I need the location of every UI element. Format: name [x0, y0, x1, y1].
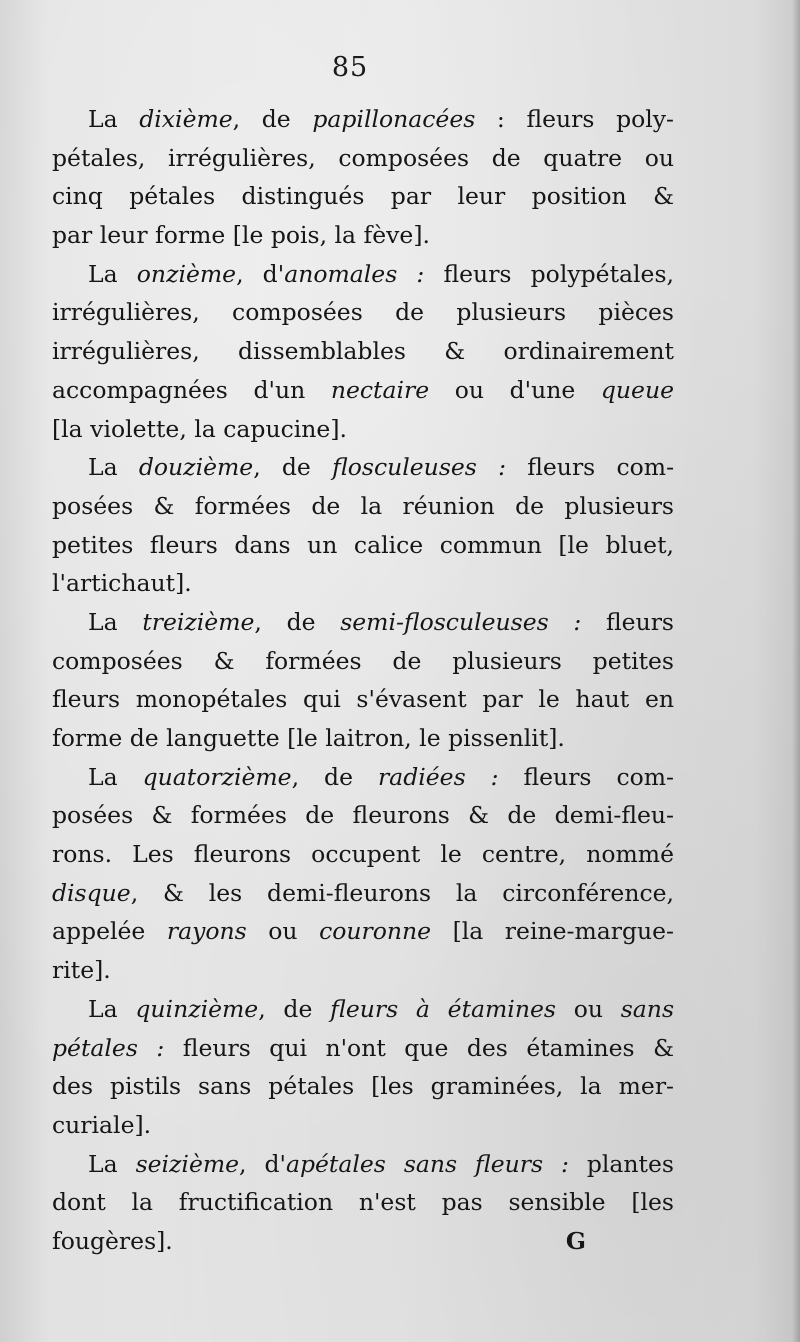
italic-term: couronne	[319, 917, 432, 946]
text-segment: curiale].	[52, 1110, 152, 1139]
text-line	[52, 216, 674, 255]
signature-mark: G	[565, 1226, 586, 1255]
text-line	[52, 293, 674, 332]
text-segment: cinq pétales distingués par leur position &	[52, 182, 674, 211]
text-segment: irrégulières, composées de plusieurs pièces	[52, 298, 674, 327]
italic-term: rayons	[166, 917, 247, 946]
italic-term: douzième	[138, 453, 254, 482]
text-line	[52, 371, 674, 410]
text-line	[52, 1183, 674, 1222]
paragraph	[52, 758, 674, 990]
text-segment: composées & formées de plusieurs petites	[52, 646, 674, 675]
text-segment: La	[88, 453, 139, 482]
text-segment: , de	[291, 762, 378, 791]
text-segment: fleurs polypétales,	[424, 259, 674, 288]
italic-term: quinzième	[135, 994, 259, 1023]
text-line	[52, 680, 674, 719]
text-segment: , de	[258, 994, 331, 1023]
text-line	[52, 1106, 674, 1145]
text-line	[52, 719, 674, 758]
text-segment: petites fleurs dans un calice commun [le bluet,	[52, 530, 674, 559]
text-segment: , de	[254, 607, 341, 636]
text-segment: La	[88, 259, 137, 288]
text-segment: fleurs monopétales qui s'évasent par le haut en	[52, 685, 674, 714]
italic-term: anomales :	[284, 259, 425, 288]
paragraph	[52, 100, 674, 255]
text-line	[52, 255, 674, 294]
text-segment: fleurs com-	[498, 762, 674, 791]
text-segment: La	[88, 1149, 136, 1178]
italic-term: pétales :	[52, 1033, 165, 1062]
paragraph	[52, 1145, 674, 1261]
text-segment: La	[88, 762, 143, 791]
text-line	[52, 139, 674, 178]
text-segment: l'artichaut].	[52, 569, 192, 598]
text-segment: , & les demi-fleurons la circonférence,	[130, 878, 674, 907]
text-segment: posées & formées de fleurons & de demi-fleu-	[52, 801, 674, 830]
text-segment: irrégulières, dissemblables & ordinairement	[52, 337, 674, 366]
paragraph	[52, 448, 674, 603]
italic-term: sans	[620, 994, 674, 1023]
italic-term: onzième	[136, 259, 237, 288]
text-segment: fleurs com-	[506, 453, 674, 482]
italic-term: dixième	[139, 105, 233, 133]
text-segment: accompagnées d'un	[52, 375, 331, 404]
text-line	[52, 912, 674, 951]
text-line	[52, 564, 674, 603]
italic-term: flosculeuses :	[332, 453, 506, 482]
text-segment: fougères].	[52, 1226, 173, 1255]
text-segment: ou	[555, 994, 621, 1023]
text-segment: ou d'une	[429, 375, 601, 404]
italic-term: semi-flosculeuses :	[340, 607, 582, 636]
text-segment: rons. Les fleurons occupent le centre, nommé	[52, 840, 674, 869]
text-line	[52, 526, 674, 565]
line-text	[52, 1222, 173, 1261]
body-text	[52, 100, 674, 1261]
text-segment: posées & formées de la réunion de plusieurs	[52, 491, 674, 520]
text-line	[52, 1145, 674, 1184]
text-segment: [la reine-margue-	[431, 917, 674, 946]
text-line	[52, 1222, 674, 1261]
text-segment: des pistils sans pétales [les graminées, la mer-	[52, 1072, 674, 1101]
text-line	[52, 448, 674, 487]
italic-term: apétales sans fleurs :	[285, 1149, 569, 1178]
text-segment: dont la fructification n'est pas sensible [les	[52, 1188, 674, 1217]
italic-term: quatorzième	[142, 762, 292, 791]
italic-term: disque	[52, 878, 131, 907]
text-segment: La	[88, 994, 136, 1023]
text-line	[52, 835, 674, 874]
text-line	[52, 642, 674, 681]
text-line	[52, 758, 674, 797]
text-segment: fleurs	[581, 607, 674, 636]
italic-term: seizième	[135, 1149, 240, 1178]
italic-term: nectaire	[330, 375, 430, 404]
paragraph	[52, 255, 674, 448]
text-line	[52, 410, 674, 449]
text-line	[52, 796, 674, 835]
text-segment: forme de languette [le laitron, le pissenlit].	[52, 724, 565, 752]
text-segment: pétales, irrégulières, composées de quatre ou	[52, 143, 674, 172]
text-segment: , d'	[236, 259, 285, 288]
italic-term: radiées :	[377, 762, 499, 791]
text-line	[52, 332, 674, 371]
text-segment: [la violette, la capucine].	[52, 414, 347, 443]
italic-term: papillonacées	[312, 105, 476, 133]
text-line	[52, 1029, 674, 1068]
italic-term: queue	[600, 375, 674, 404]
text-segment: : fleurs poly-	[475, 105, 674, 133]
text-segment: par leur forme [le pois, la fève].	[52, 221, 430, 250]
text-segment: plantes	[568, 1149, 674, 1178]
text-segment: La	[88, 607, 143, 636]
text-line	[52, 1067, 674, 1106]
paragraph	[52, 603, 674, 758]
text-line	[52, 874, 674, 913]
italic-term: treizième	[142, 607, 255, 636]
text-segment: La	[88, 105, 140, 133]
text-segment: , de	[253, 453, 333, 482]
text-line	[52, 177, 674, 216]
page-number: 85	[331, 52, 369, 83]
italic-term: fleurs à étamines	[330, 994, 556, 1023]
text-segment: appelée	[52, 917, 167, 946]
text-segment: fleurs qui n'ont que des étamines &	[164, 1033, 674, 1062]
text-segment: , de	[232, 105, 313, 133]
paragraph	[52, 990, 674, 1145]
text-segment: ou	[246, 917, 320, 946]
text-segment: rite].	[52, 956, 111, 985]
text-line	[52, 100, 674, 139]
text-line	[52, 990, 674, 1029]
text-line	[52, 951, 674, 990]
text-line	[52, 487, 674, 526]
text-segment: , d'	[239, 1149, 286, 1178]
text-line	[52, 603, 674, 642]
